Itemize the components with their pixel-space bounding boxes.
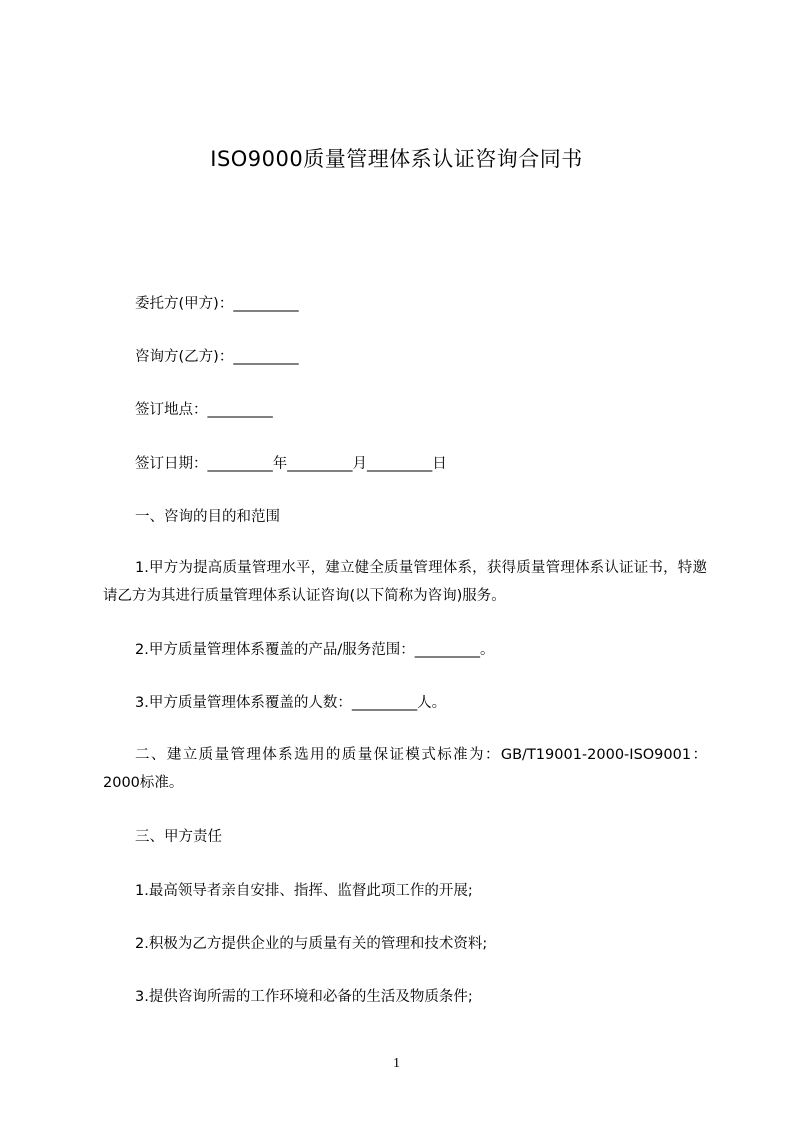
party-a-duty-1: 1.最高领导者亲自安排、指挥、监督此项工作的开展; [135,883,473,899]
document-title: ISO9000质量管理体系认证咨询合同书 [210,147,583,171]
clause-2-line: 2.甲方质量管理体系覆盖的产品/服务范围：_________。 [135,642,495,658]
signing-place-line: 签订地点：_________ [135,402,273,418]
section-heading-party-a: 三、甲方责任 [135,829,222,845]
party-a-duty-2: 2.积极为乙方提供企业的与质量有关的管理和技术资料; [135,936,488,952]
consultant-party-line: 咨询方(乙方)：_________ [135,349,299,365]
party-a-duty-3: 3.提供咨询所需的工作环境和必备的生活及物质条件; [135,989,473,1005]
page-number: 1 [393,1056,400,1071]
signing-date-line: 签订日期：_________年_________月_________日 [135,456,447,472]
clause-1-paragraph: 1.甲方为提高质量管理水平，建立健全质量管理体系，获得质量管理体系认证证书，特邀请乙方为其进行质量管理体系认证咨询(以下简称为咨询)服务。 [103,560,707,604]
section-heading-purpose: 一、咨询的目的和范围 [135,509,280,525]
clause-3-line: 3.甲方质量管理体系覆盖的人数：_________人。 [135,695,447,711]
section-2-paragraph: 二、建立质量管理体系选用的质量保证模式标准为：GB/T19001-2000-ISO9001：2000标准。 [103,747,707,791]
client-party-line: 委托方(甲方)：_________ [135,296,299,312]
